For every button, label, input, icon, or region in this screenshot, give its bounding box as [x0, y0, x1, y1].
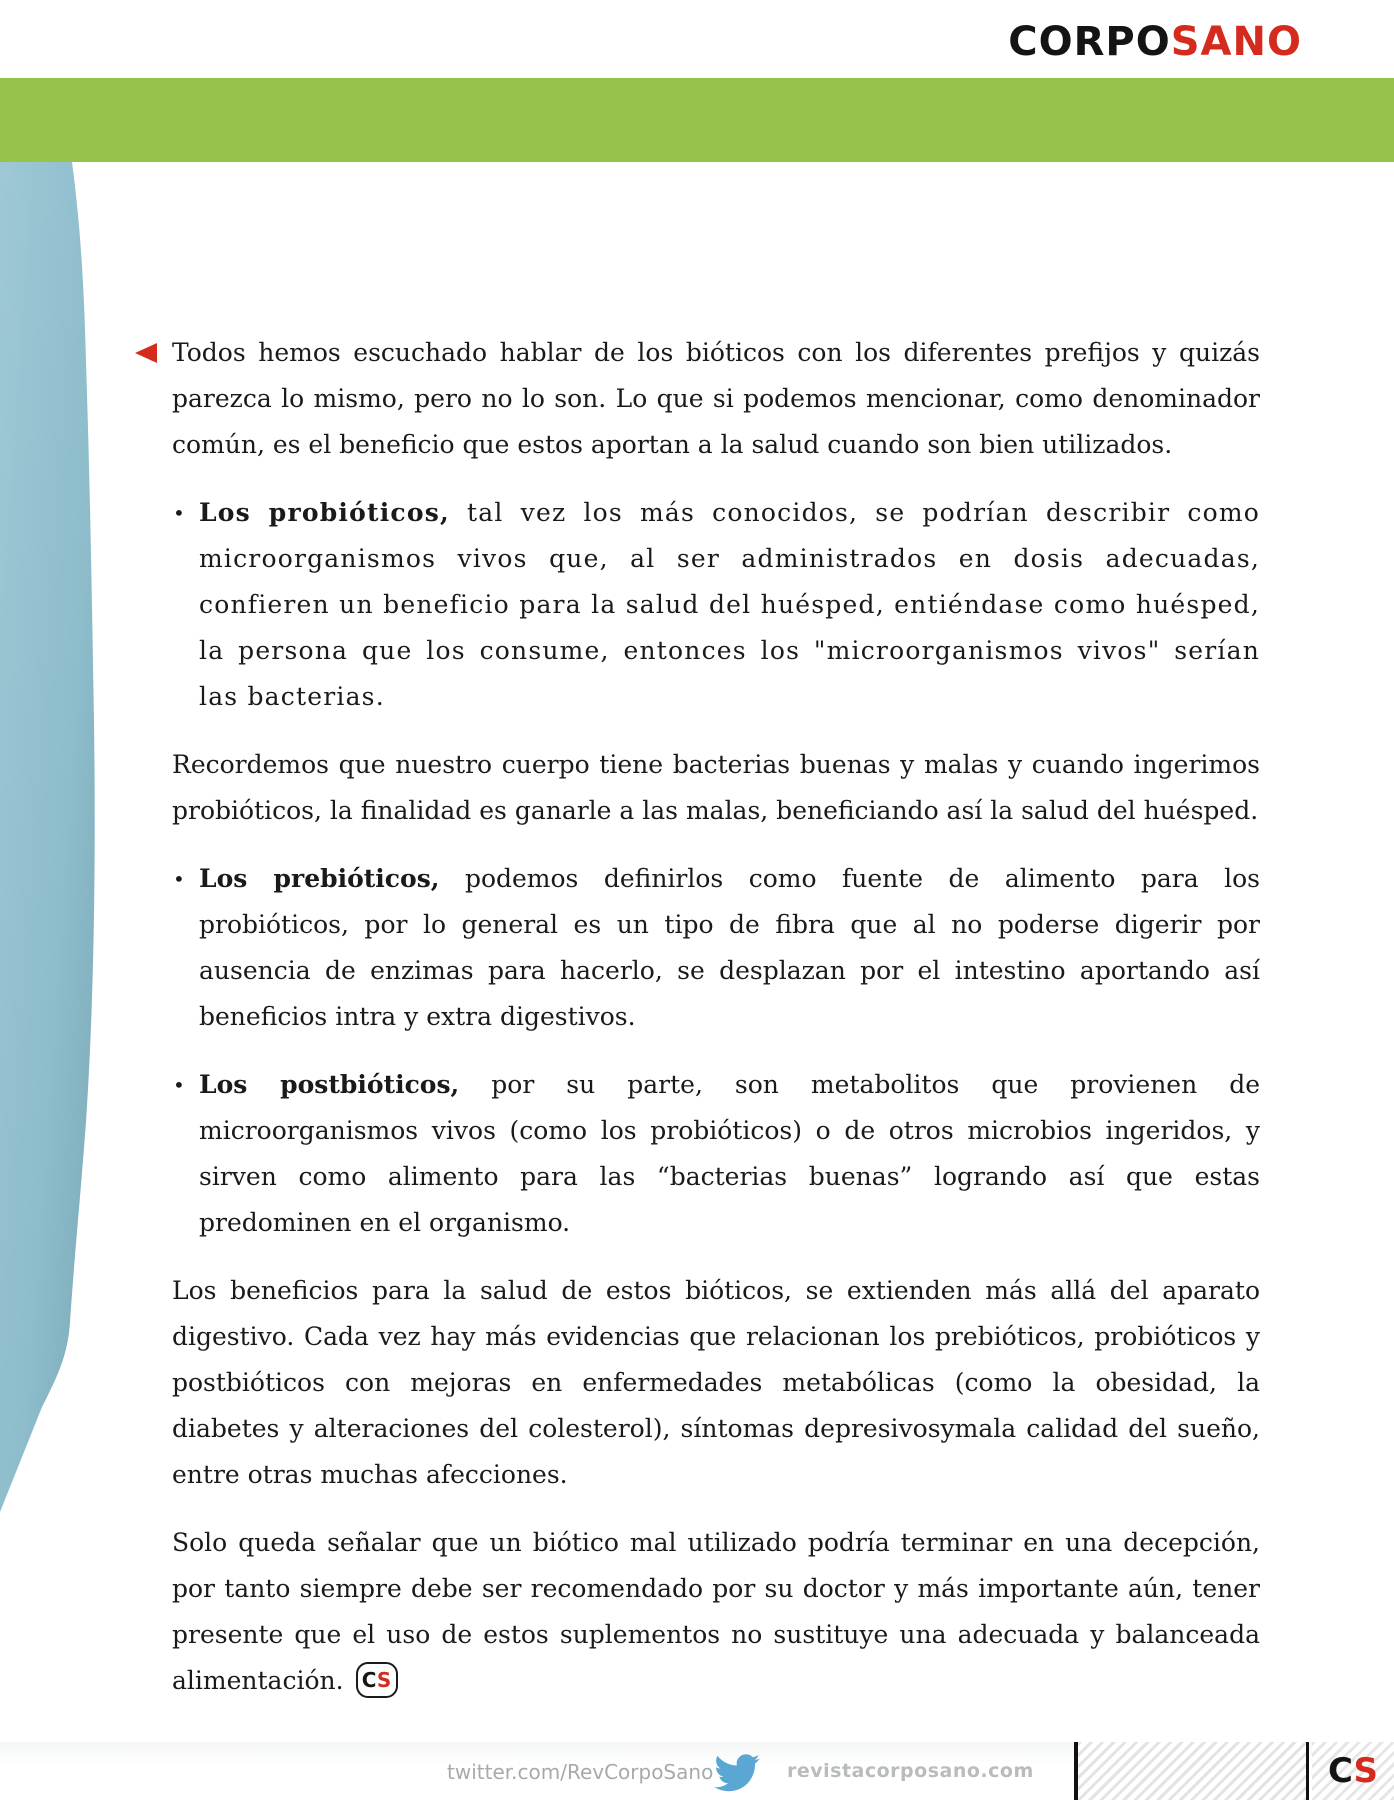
footer-stripes — [1078, 1742, 1306, 1800]
biotics-list-1 — [172, 490, 1260, 720]
red-arrow-icon — [135, 343, 157, 363]
side-wave-decoration — [0, 162, 110, 1512]
footer-cs-s: S — [1353, 1751, 1379, 1791]
probiotics-title: Los probióticos, — [199, 498, 450, 527]
prebiotics-text: podemos definirlos como fuente de alimento para los probióticos, por lo general es un tipo de fibra que al no poderse digerir por ausencia de enzimas para hacerlo, se desplazan por el intestino aportando así beneficios intra y extra digestivos. — [199, 864, 1260, 1031]
prebiotics-title: Los prebióticos, — [199, 864, 440, 893]
end-mark-c: C — [361, 1667, 377, 1692]
benefits-paragraph: Los beneficios para la salud de estos bióticos, se extienden más allá del aparato digestivo. Cada vez hay más evidencias que relacionan los prebióticos, probióticos y postbióticos con mejoras en enfermedades metabólicas (como la obesidad, la diabetes y alteraciones del colesterol), síntomas depresivosymala calidad del sueño, entre otras muchas afecciones. — [172, 1276, 1260, 1489]
footer-website-link[interactable]: revistacorposano.com — [787, 1760, 1034, 1782]
end-mark-icon — [356, 1662, 398, 1698]
postbiotics-text: por su parte, son metabolitos que provienen de microorganismos vivos (como los probióticos) o de otros microbios ingeridos, y sirven como alimento para las “bacterias buenas” logrando así que estas predominen en el organismo. — [199, 1070, 1260, 1237]
postbiotics-title: Los postbióticos, — [199, 1070, 460, 1099]
brand-logo-part2: SANO — [1170, 19, 1302, 65]
page-footer — [0, 1742, 1394, 1800]
footer-cs-logo — [1312, 1742, 1394, 1800]
header-green-band — [0, 78, 1394, 162]
article-body — [172, 330, 1260, 1726]
probiotics-text: tal vez los más conocidos, se podrían describir como microorganismos vivos que, al ser administrados en dosis adecuadas, confieren un beneficio para la salud del huésped, entiéndase como huésped, la persona que los consume, entonces los "microorganismos vivos" serían las bacterias. — [199, 498, 1260, 711]
footer-twitter-link[interactable]: twitter.com/RevCorpoSano — [447, 1760, 714, 1784]
biotics-list-2 — [172, 856, 1260, 1246]
brand-logo — [1008, 19, 1302, 65]
list-item-probiotics — [172, 490, 1260, 720]
footer-cs-c: C — [1327, 1751, 1354, 1791]
intro-paragraph — [172, 330, 1260, 468]
list-item-prebiotics — [172, 856, 1260, 1040]
closing-paragraph — [172, 1520, 1260, 1704]
list-item-postbiotics — [172, 1062, 1260, 1246]
footer-divider — [1306, 1742, 1309, 1800]
intro-text: Todos hemos escuchado hablar de los bióticos con los diferentes prefijos y quizás parezca lo mismo, pero no lo son. Lo que si podemos mencionar, como denominador común, es el beneficio que estos aportan a la salud cuando son bien utilizados. — [172, 338, 1260, 459]
twitter-bird-icon[interactable] — [714, 1754, 760, 1792]
end-mark-s: S — [376, 1667, 392, 1692]
brand-logo-part1: CORPO — [1008, 19, 1171, 65]
bacteria-paragraph: Recordemos que nuestro cuerpo tiene bacterias buenas y malas y cuando ingerimos probióticos, la finalidad es ganarle a las malas, beneficiando así la salud del huésped. — [172, 750, 1260, 825]
closing-text: Solo queda señalar que un biótico mal utilizado podría terminar en una decepción, por tanto siempre debe ser recomendado por su doctor y más importante aún, tener presente que el uso de estos suplementos no sustituye una adecuada y balanceada alimentación. — [172, 1528, 1260, 1695]
